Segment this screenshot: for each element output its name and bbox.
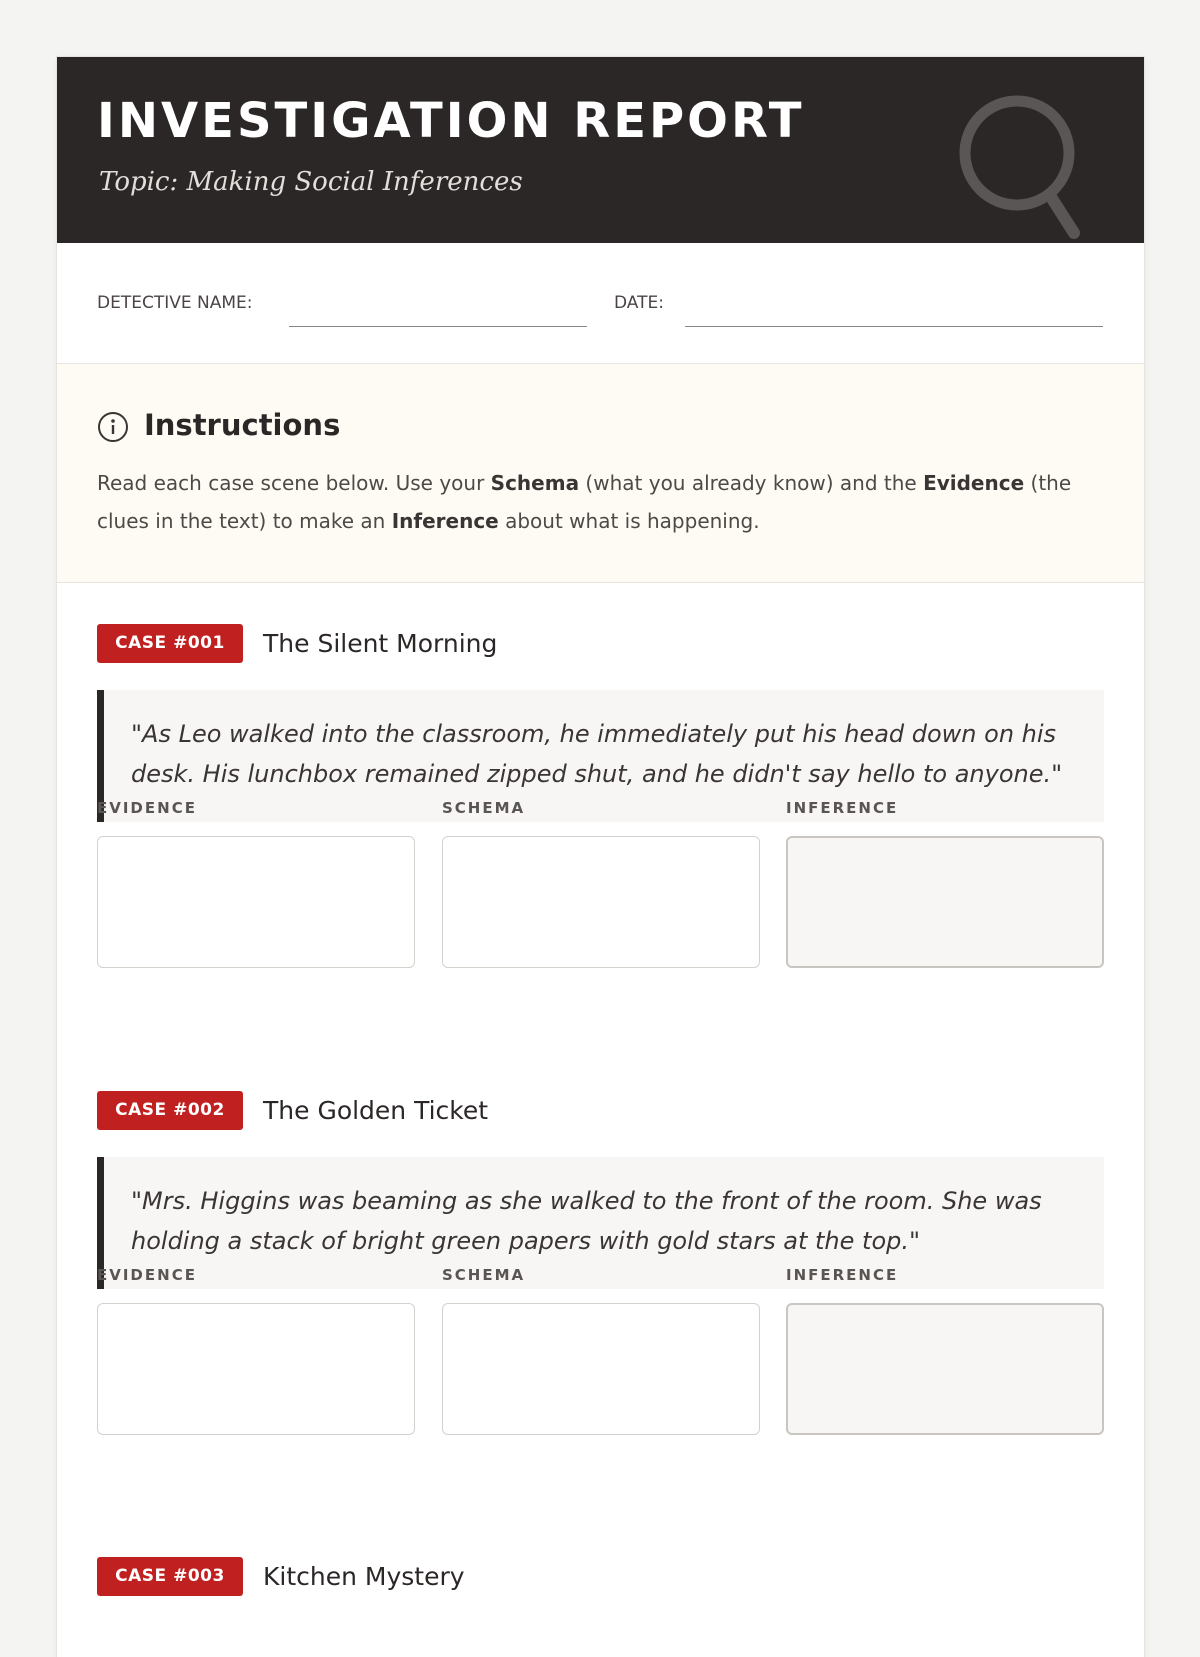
case-quote-text: "Mrs. Higgins was beaming as she walked to the front of the room. She was holding a stack of bright green papers with gold stars at the top." xyxy=(131,1187,1042,1255)
page-title: INVESTIGATION REPORT xyxy=(97,93,805,149)
report-header xyxy=(57,57,1144,243)
case-title: Kitchen Mystery xyxy=(263,1562,465,1591)
case-badge: CASE #003 xyxy=(97,1557,243,1596)
schema-label: SCHEMA xyxy=(442,799,526,817)
case-title: The Golden Ticket xyxy=(263,1096,489,1125)
instructions-heading: Instructions xyxy=(144,408,341,442)
instructions-panel xyxy=(57,364,1144,583)
schema-term: Schema xyxy=(490,471,580,495)
evidence-label: EVIDENCE xyxy=(97,799,197,817)
case-badge: CASE #001 xyxy=(97,624,243,663)
detective-info-row xyxy=(57,243,1144,364)
inference-input-box[interactable] xyxy=(786,1303,1104,1435)
case-quote xyxy=(97,1157,1104,1289)
evidence-term: Evidence xyxy=(923,471,1025,495)
case-quote-text: "As Leo walked into the classroom, he immediately put his head down on his desk. His lunchbox remained zipped shut, and he didn't say hello to anyone." xyxy=(131,720,1063,788)
page-subtitle: Topic: Making Social Inferences xyxy=(99,167,523,197)
evidence-input-box[interactable] xyxy=(97,1303,415,1435)
info-icon xyxy=(97,411,129,443)
date-field[interactable] xyxy=(685,326,1103,327)
inference-label: INFERENCE xyxy=(786,1266,899,1284)
case-badge: CASE #002 xyxy=(97,1091,243,1130)
magnifying-glass-icon xyxy=(957,95,1097,245)
inference-input-box[interactable] xyxy=(786,836,1104,968)
schema-label: SCHEMA xyxy=(442,1266,526,1284)
instructions-text: Read each case scene below. Use your Schema (what you already know) and the Evidence (the clues in the text) to make an Inference about what is happening. xyxy=(97,471,1072,533)
evidence-label: EVIDENCE xyxy=(97,1266,197,1284)
detective-name-label: DETECTIVE NAME: xyxy=(97,293,253,313)
schema-input-box[interactable] xyxy=(442,836,760,968)
inference-term: Inference xyxy=(391,509,499,533)
schema-input-box[interactable] xyxy=(442,1303,760,1435)
case-quote xyxy=(97,690,1104,822)
date-label: DATE: xyxy=(614,293,664,313)
report-sheet xyxy=(57,57,1144,1657)
evidence-input-box[interactable] xyxy=(97,836,415,968)
inference-label: INFERENCE xyxy=(786,799,899,817)
detective-name-field[interactable] xyxy=(289,326,587,327)
case-title: The Silent Morning xyxy=(263,629,498,658)
